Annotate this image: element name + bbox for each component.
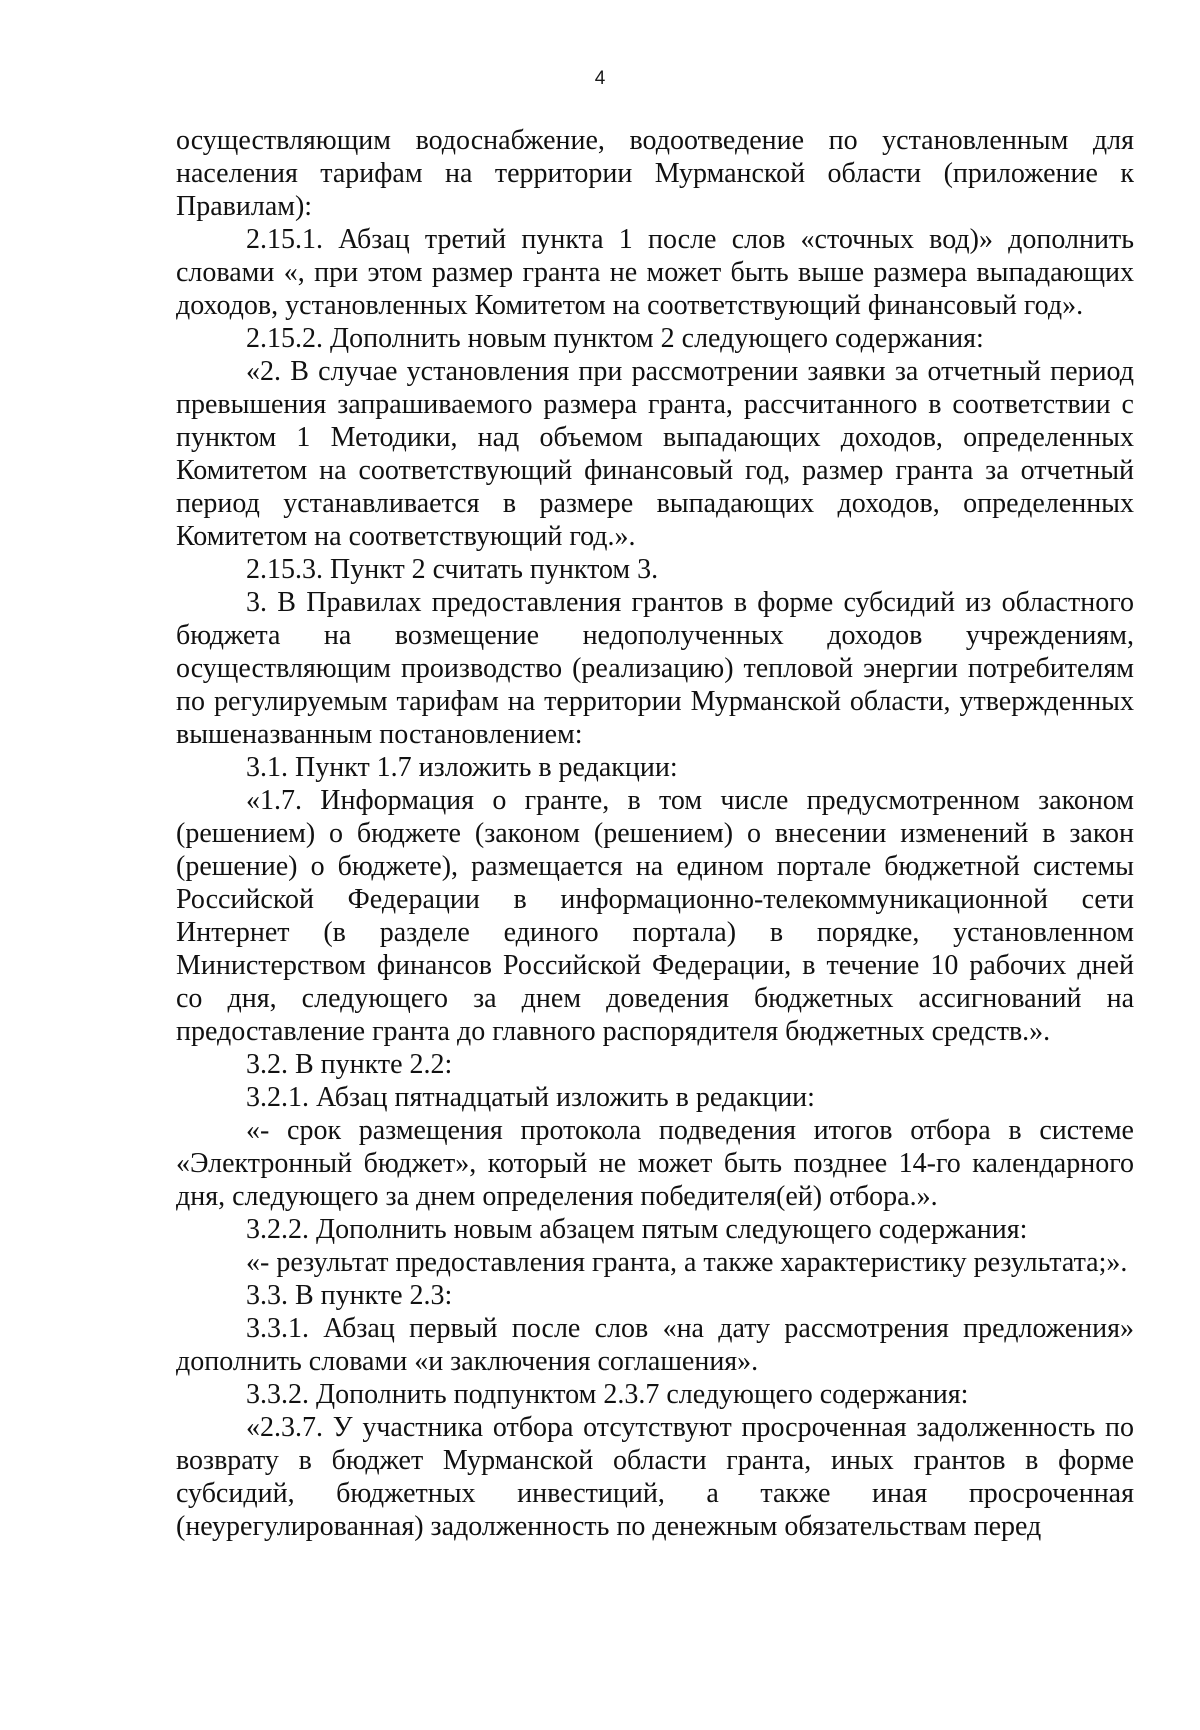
paragraph-2-15-2: 2.15.2. Дополнить новым пунктом 2 следующего содержания:: [246, 323, 984, 354]
paragraph-3-2-1: 3.2.1. Абзац пятнадцатый изложить в редакции:: [246, 1082, 815, 1113]
paragraph-quote-2-3-7: «2.3.7. У участника отбора отсутствуют просроченная задолженность по возврату в бюджет Мурманской области гранта, иных грантов в форме субсидий, бюджетных инвестиций, а также иная просроченная (неурегулированная) задолженность по денежным обязательствам перед: [176, 1412, 1134, 1542]
paragraph-2-15-1: 2.15.1. Абзац третий пункта 1 после слов «сточных вод)» дополнить словами «, при этом размер гранта не может быть выше размера выпадающих доходов, установленных Комитетом на соответствующий финансовый год».: [176, 224, 1134, 321]
paragraph-3-3-1: 3.3.1. Абзац первый после слов «на дату рассмотрения предложения» дополнить словами «и заключения соглашения».: [176, 1313, 1134, 1377]
paragraph-quote-1-7: «1.7. Информация о гранте, в том числе предусмотренном законом (решением) о бюджете (законом (решением) о внесении изменений в закон (решение) о бюджете), размещается на едином портале бюджетной системы Российской Федерации в информационно-телекоммуникационной сети Интернет (в разделе единого портала) в порядке, установленном Министерством финансов Российской Федерации, в течение 10 рабочих дней со дня, следующего за днем доведения бюджетных ассигнований на предоставление гранта до главного распорядителя бюджетных средств.».: [176, 785, 1134, 1047]
page-number: 4: [594, 68, 606, 89]
paragraph-2-15-3: 2.15.3. Пункт 2 считать пунктом 3.: [246, 554, 659, 585]
paragraph-3-3-2: 3.3.2. Дополнить подпунктом 2.3.7 следующего содержания:: [246, 1379, 969, 1410]
paragraph-3-2: 3.2. В пункте 2.2:: [246, 1049, 453, 1080]
paragraph-quote-rezultat: «- результат предоставления гранта, а также характеристику результата;».: [246, 1247, 1128, 1278]
paragraph-3-3: 3.3. В пункте 2.3:: [246, 1280, 453, 1311]
paragraph-quote-2: «2. В случае установления при рассмотрении заявки за отчетный период превышения запрашиваемого размера гранта, рассчитанного в соответствии с пунктом 1 Методики, над объемом выпадающих доходов, определенных Комитетом на соответствующий финансовый год, размер гранта за отчетный период устанавливается в размере выпадающих доходов, определенных Комитетом на соответствующий год.».: [176, 356, 1134, 552]
paragraph-3-2-2: 3.2.2. Дополнить новым абзацем пятым следующего содержания:: [246, 1214, 1028, 1245]
paragraph-3: 3. В Правилах предоставления грантов в форме субсидий из областного бюджета на возмещение недополученных доходов учреждениям, осуществляющим производство (реализацию) тепловой энергии потребителям по регулируемым тарифам на территории Мурманской области, утвержденных вышеназванным постановлением:: [176, 587, 1134, 750]
paragraph-3-1: 3.1. Пункт 1.7 изложить в редакции:: [246, 752, 678, 783]
paragraph-quote-srok: «- срок размещения протокола подведения итогов отбора в системе «Электронный бюджет», который не может быть позднее 14-го календарного дня, следующего за днем определения победителя(ей) отбора.».: [176, 1115, 1134, 1212]
paragraph-continuation: осуществляющим водоснабжение, водоотведение по установленным для населения тарифам на территории Мурманской области (приложение к Правилам):: [176, 125, 1134, 222]
document-body: [176, 124, 1134, 1543]
